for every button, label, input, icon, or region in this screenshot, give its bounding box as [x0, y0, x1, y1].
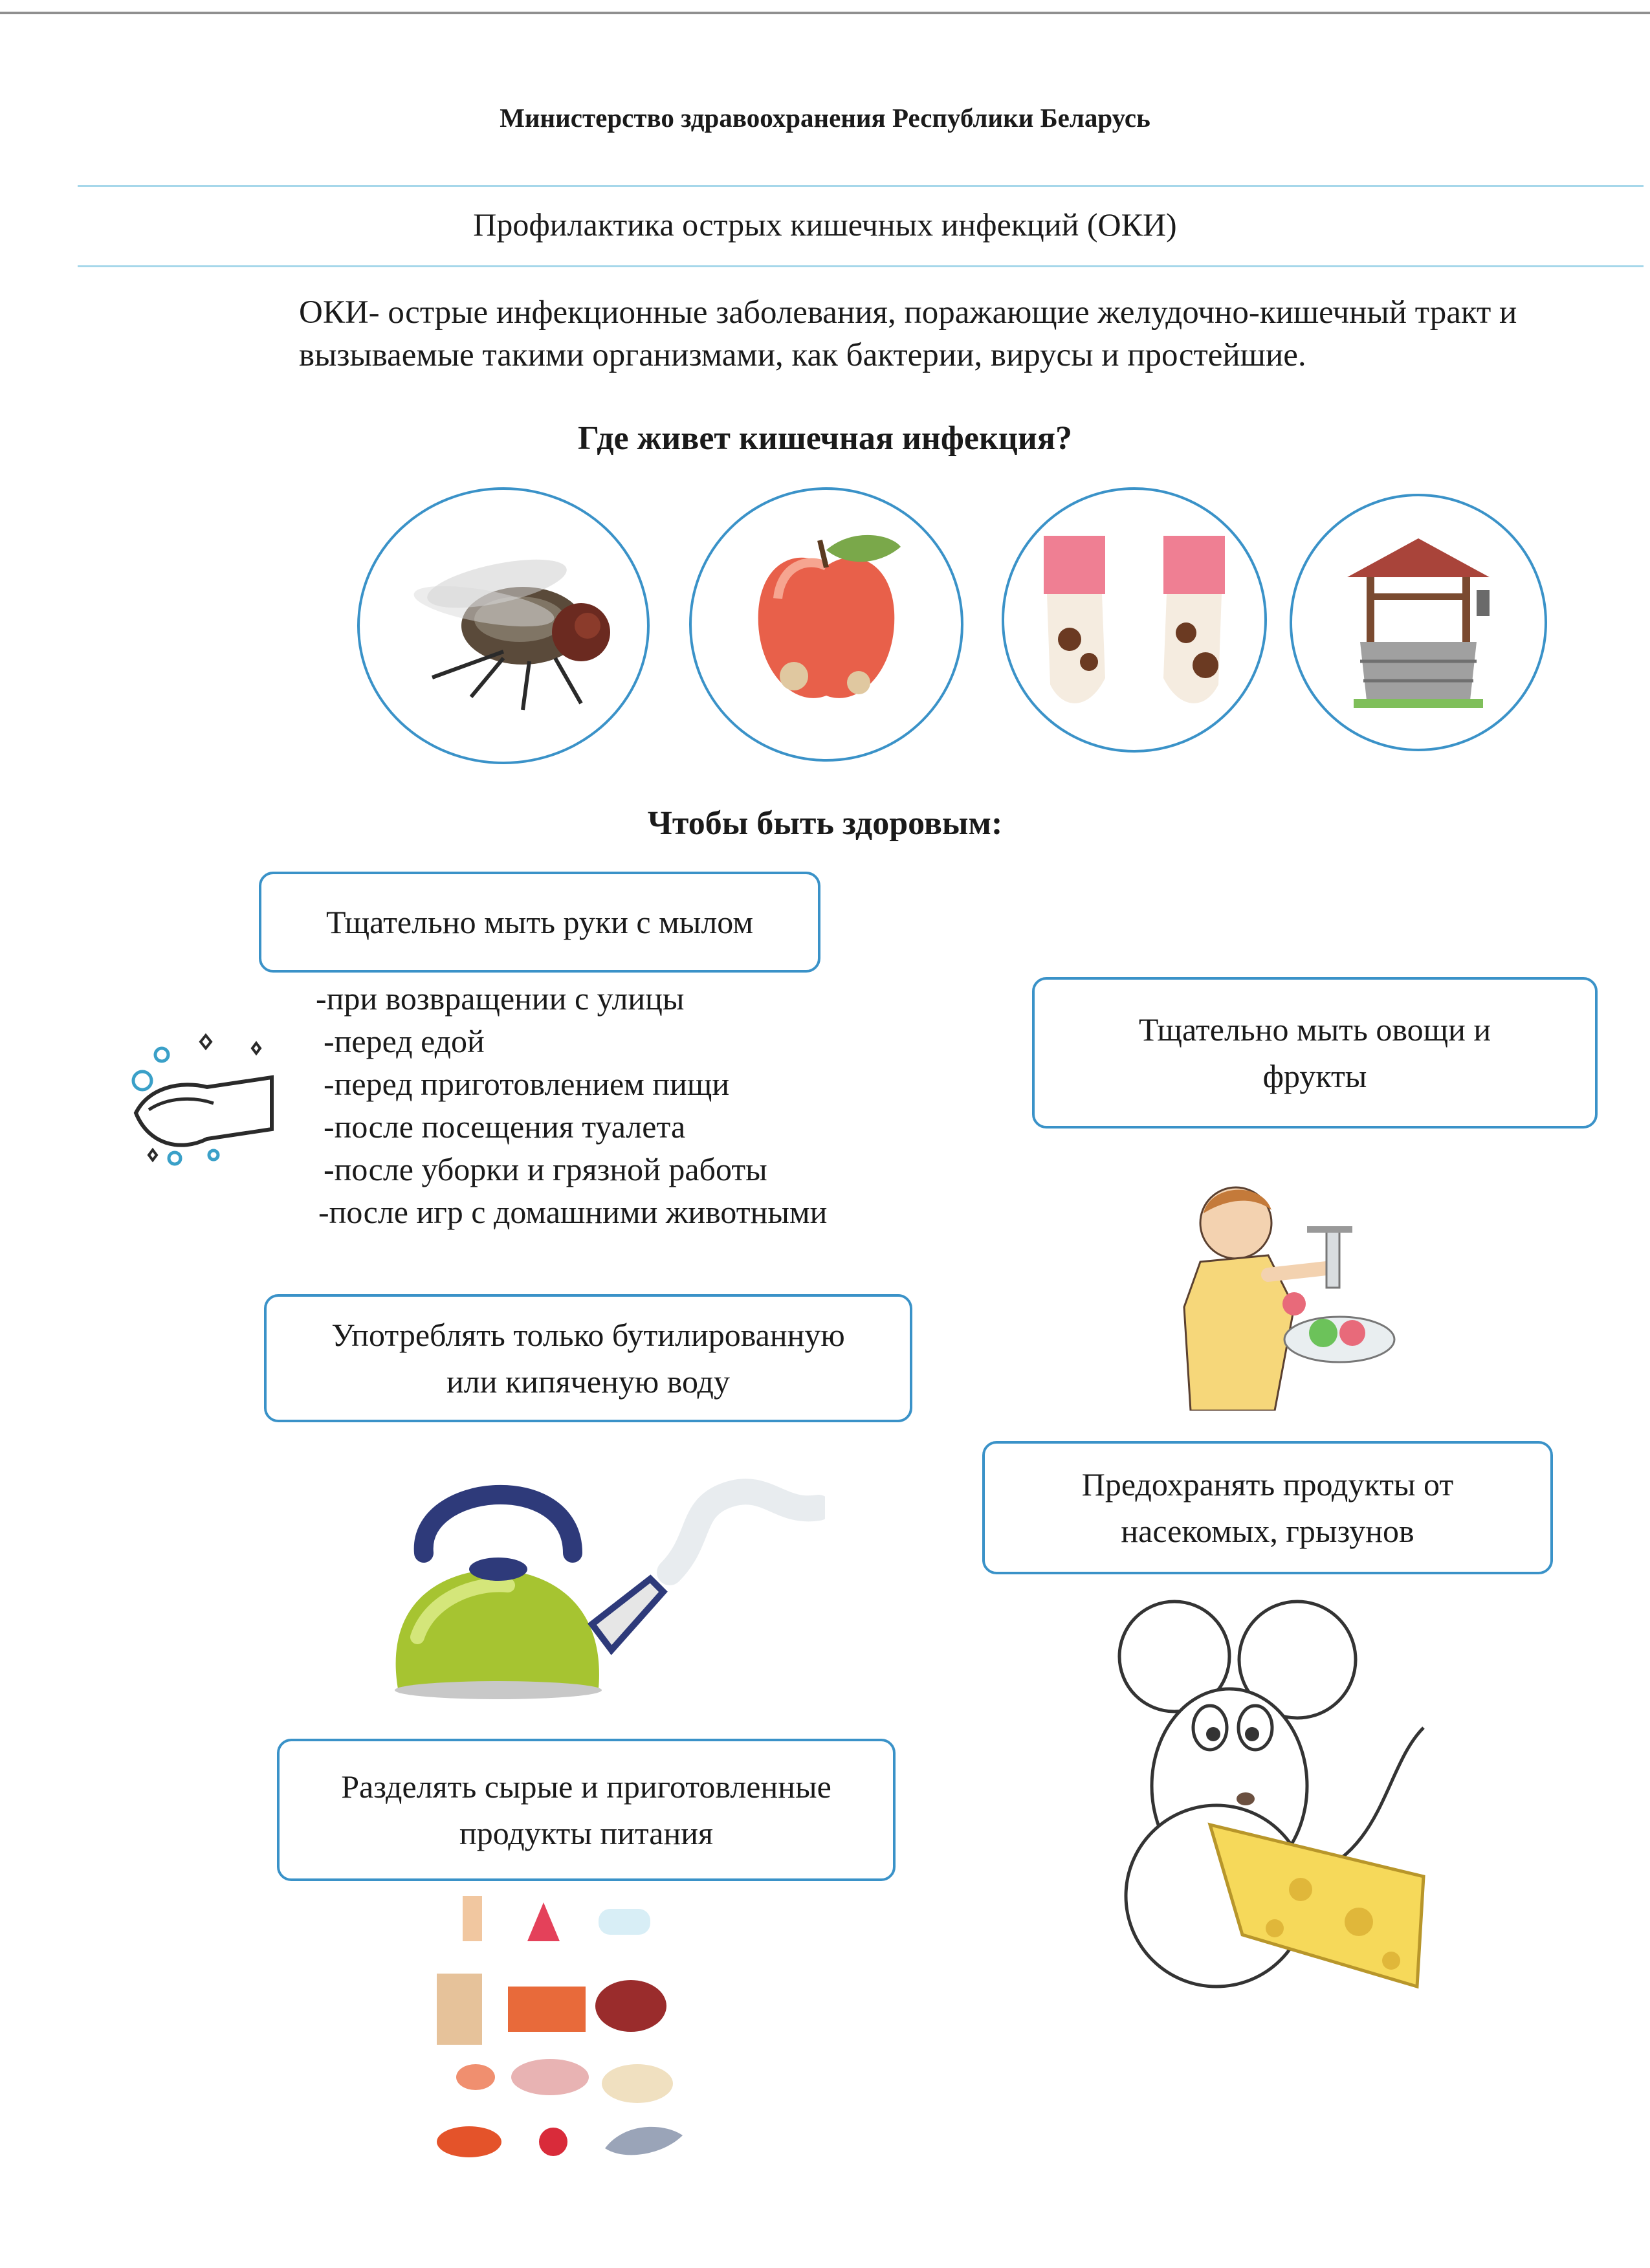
tip-protect — [982, 1441, 1553, 1574]
tip-protect-line1: Предохранять продукты от — [1081, 1466, 1454, 1503]
boy-washing-fruit-icon — [1165, 1178, 1411, 1411]
tip-wash-produce-line1: Тщательно мыть овощи и — [1138, 1011, 1491, 1048]
source-circle-apple — [689, 487, 963, 762]
where-heading: Где живет кишечная инфекция? — [578, 420, 1072, 457]
tip-wash-produce — [1032, 977, 1598, 1128]
ministry-name: Министерство здравоохранения Республики Беларусь — [500, 103, 1150, 133]
list-item: -после игр с домашними животными — [318, 1194, 828, 1230]
mouse-with-cheese-icon — [1113, 1598, 1449, 2012]
page-title: Профилактика острых кишечных инфекций (ОКИ) — [473, 206, 1177, 243]
list-item: -после уборки и грязной работы — [324, 1151, 767, 1187]
tip-wash-produce-line2: фрукты — [1262, 1058, 1367, 1094]
well-icon — [1321, 525, 1515, 720]
list-item: -при возвращении с улицы — [316, 980, 685, 1017]
soapy-hands-icon — [123, 1016, 278, 1171]
source-circle-fly — [357, 487, 650, 764]
tip-separate-line2: продукты питания — [459, 1815, 714, 1851]
kettle-icon — [379, 1443, 825, 1728]
apple-icon — [723, 521, 930, 728]
list-item: -после посещения туалета — [324, 1108, 686, 1145]
tip-protect-line2: насекомых, грызунов — [1121, 1513, 1414, 1549]
scan-edge-line — [0, 12, 1650, 14]
source-circle-hands — [1002, 487, 1267, 753]
list-item: -перед приготовлением пищи — [324, 1066, 730, 1102]
fly-icon — [374, 522, 633, 729]
header-rule-bottom — [78, 265, 1644, 267]
tip-separate-line1: Разделять сырые и приготовленные — [341, 1768, 831, 1805]
list-item: -перед едой — [324, 1023, 485, 1059]
tip-water-line1: Употреблять только бутилированную — [331, 1317, 845, 1353]
tip-wash-hands — [259, 872, 820, 973]
header-rule-top — [78, 185, 1644, 187]
source-circle-well — [1290, 494, 1547, 751]
hand-wash-list — [316, 977, 827, 1233]
dirty-hands-icon — [1024, 523, 1244, 717]
tip-water — [264, 1294, 912, 1422]
healthy-heading: Чтобы быть здоровым: — [647, 805, 1003, 842]
intro-paragraph: ОКИ- острые инфекционные заболевания, поражающие желудочно-кишечный тракт и вызываемые такими организмами, как бактерии, вирусы и простейшие. — [299, 294, 1517, 373]
tip-wash-hands-text: Тщательно мыть руки с мылом — [326, 904, 753, 940]
tip-water-line2: или кипяченую воду — [446, 1363, 730, 1400]
tip-separate — [277, 1739, 896, 1881]
food-groups-icon — [430, 1896, 689, 2168]
